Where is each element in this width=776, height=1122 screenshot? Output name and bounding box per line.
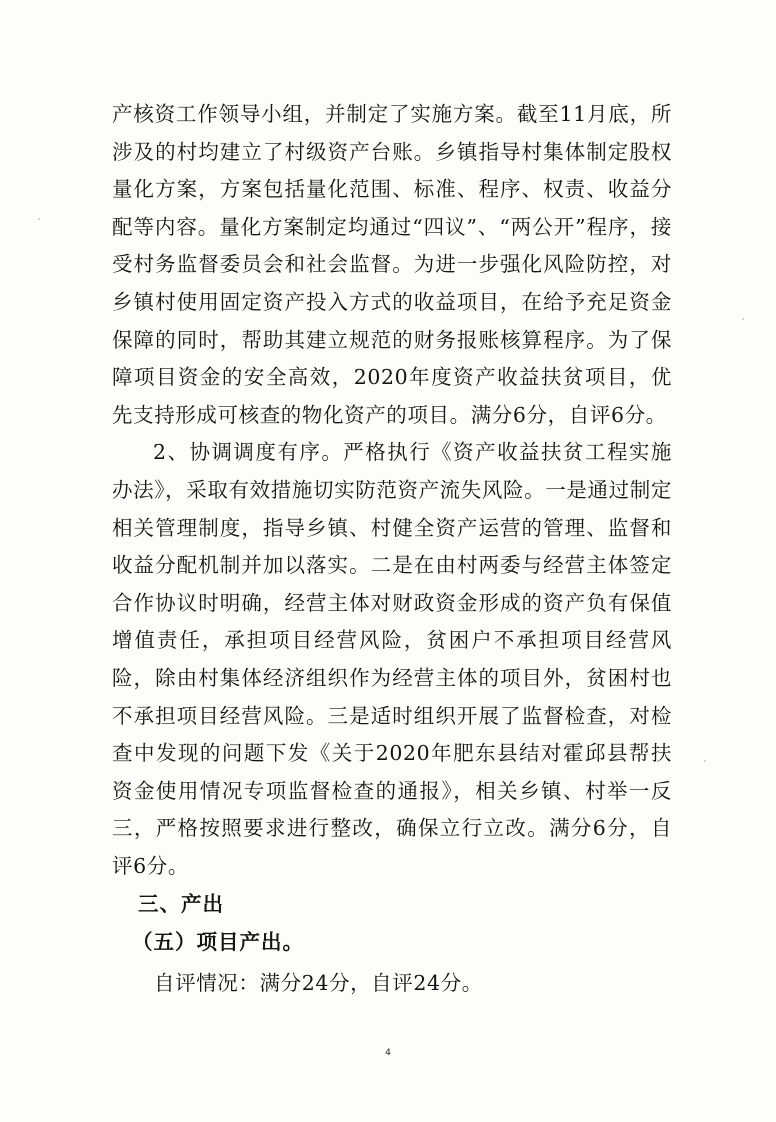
scan-speck <box>38 218 40 220</box>
scan-speck <box>742 318 744 320</box>
paragraph-continuation: 产核资工作领导小组，并制定了实施方案。截至11月底，所涉及的村均建立了村级资产台账。乡镇指导村集体制定股权量化方案，方案包括量化范围、标准、程序、权责、收益分配等内容。量化方案制定均通过“四议”、“两公开”程序，接受村务监督委员会和社会监督。为进一步强化风险防控，对乡镇村使用固定资产投入方式的收益项目，在给予充足资金保障的同时，帮助其建立规范的财务报账核算程序。为了保障项目资金的安全高效，2020年度资产收益扶贫项目，优先支持形成可核查的物化资产的项目。满分6分，自评6分。 <box>112 102 672 427</box>
self-evaluation-text: 自评情况：满分24分，自评24分。 <box>154 970 483 995</box>
subsection-heading: （五）项目产出。 <box>132 930 304 955</box>
document-body <box>112 96 672 1002</box>
scan-speck <box>704 760 706 762</box>
section-heading: 三、产出 <box>138 892 224 917</box>
page-number: 4 <box>385 1048 391 1058</box>
paragraph-coordination: 2、协调调度有序。严格执行《资产收益扶贫工程实施办法》，采取有效措施切实防范资产流失风险。一是通过制定相关管理制度，指导乡镇、村健全资产运营的管理、监督和收益分配机制并加以落实。二是在由村两委与经营主体签定合作协议时明确，经营主体对财政资金形成的资产负有保值增值责任，承担项目经营风险，贫困户不承担项目经营风险，除由村集体经济组织作为经营主体的项目外，贫困村也不承担项目经营风险。三是适时组织开展了监督检查，对检查中发现的问题下发《关于2020年肥东县结对霍邱县帮扶资金使用情况专项监督检查的通报》，相关乡镇、村举一反三，严格按照要求进行整改，确保立行立改。满分6分，自评6分。 <box>112 440 672 878</box>
